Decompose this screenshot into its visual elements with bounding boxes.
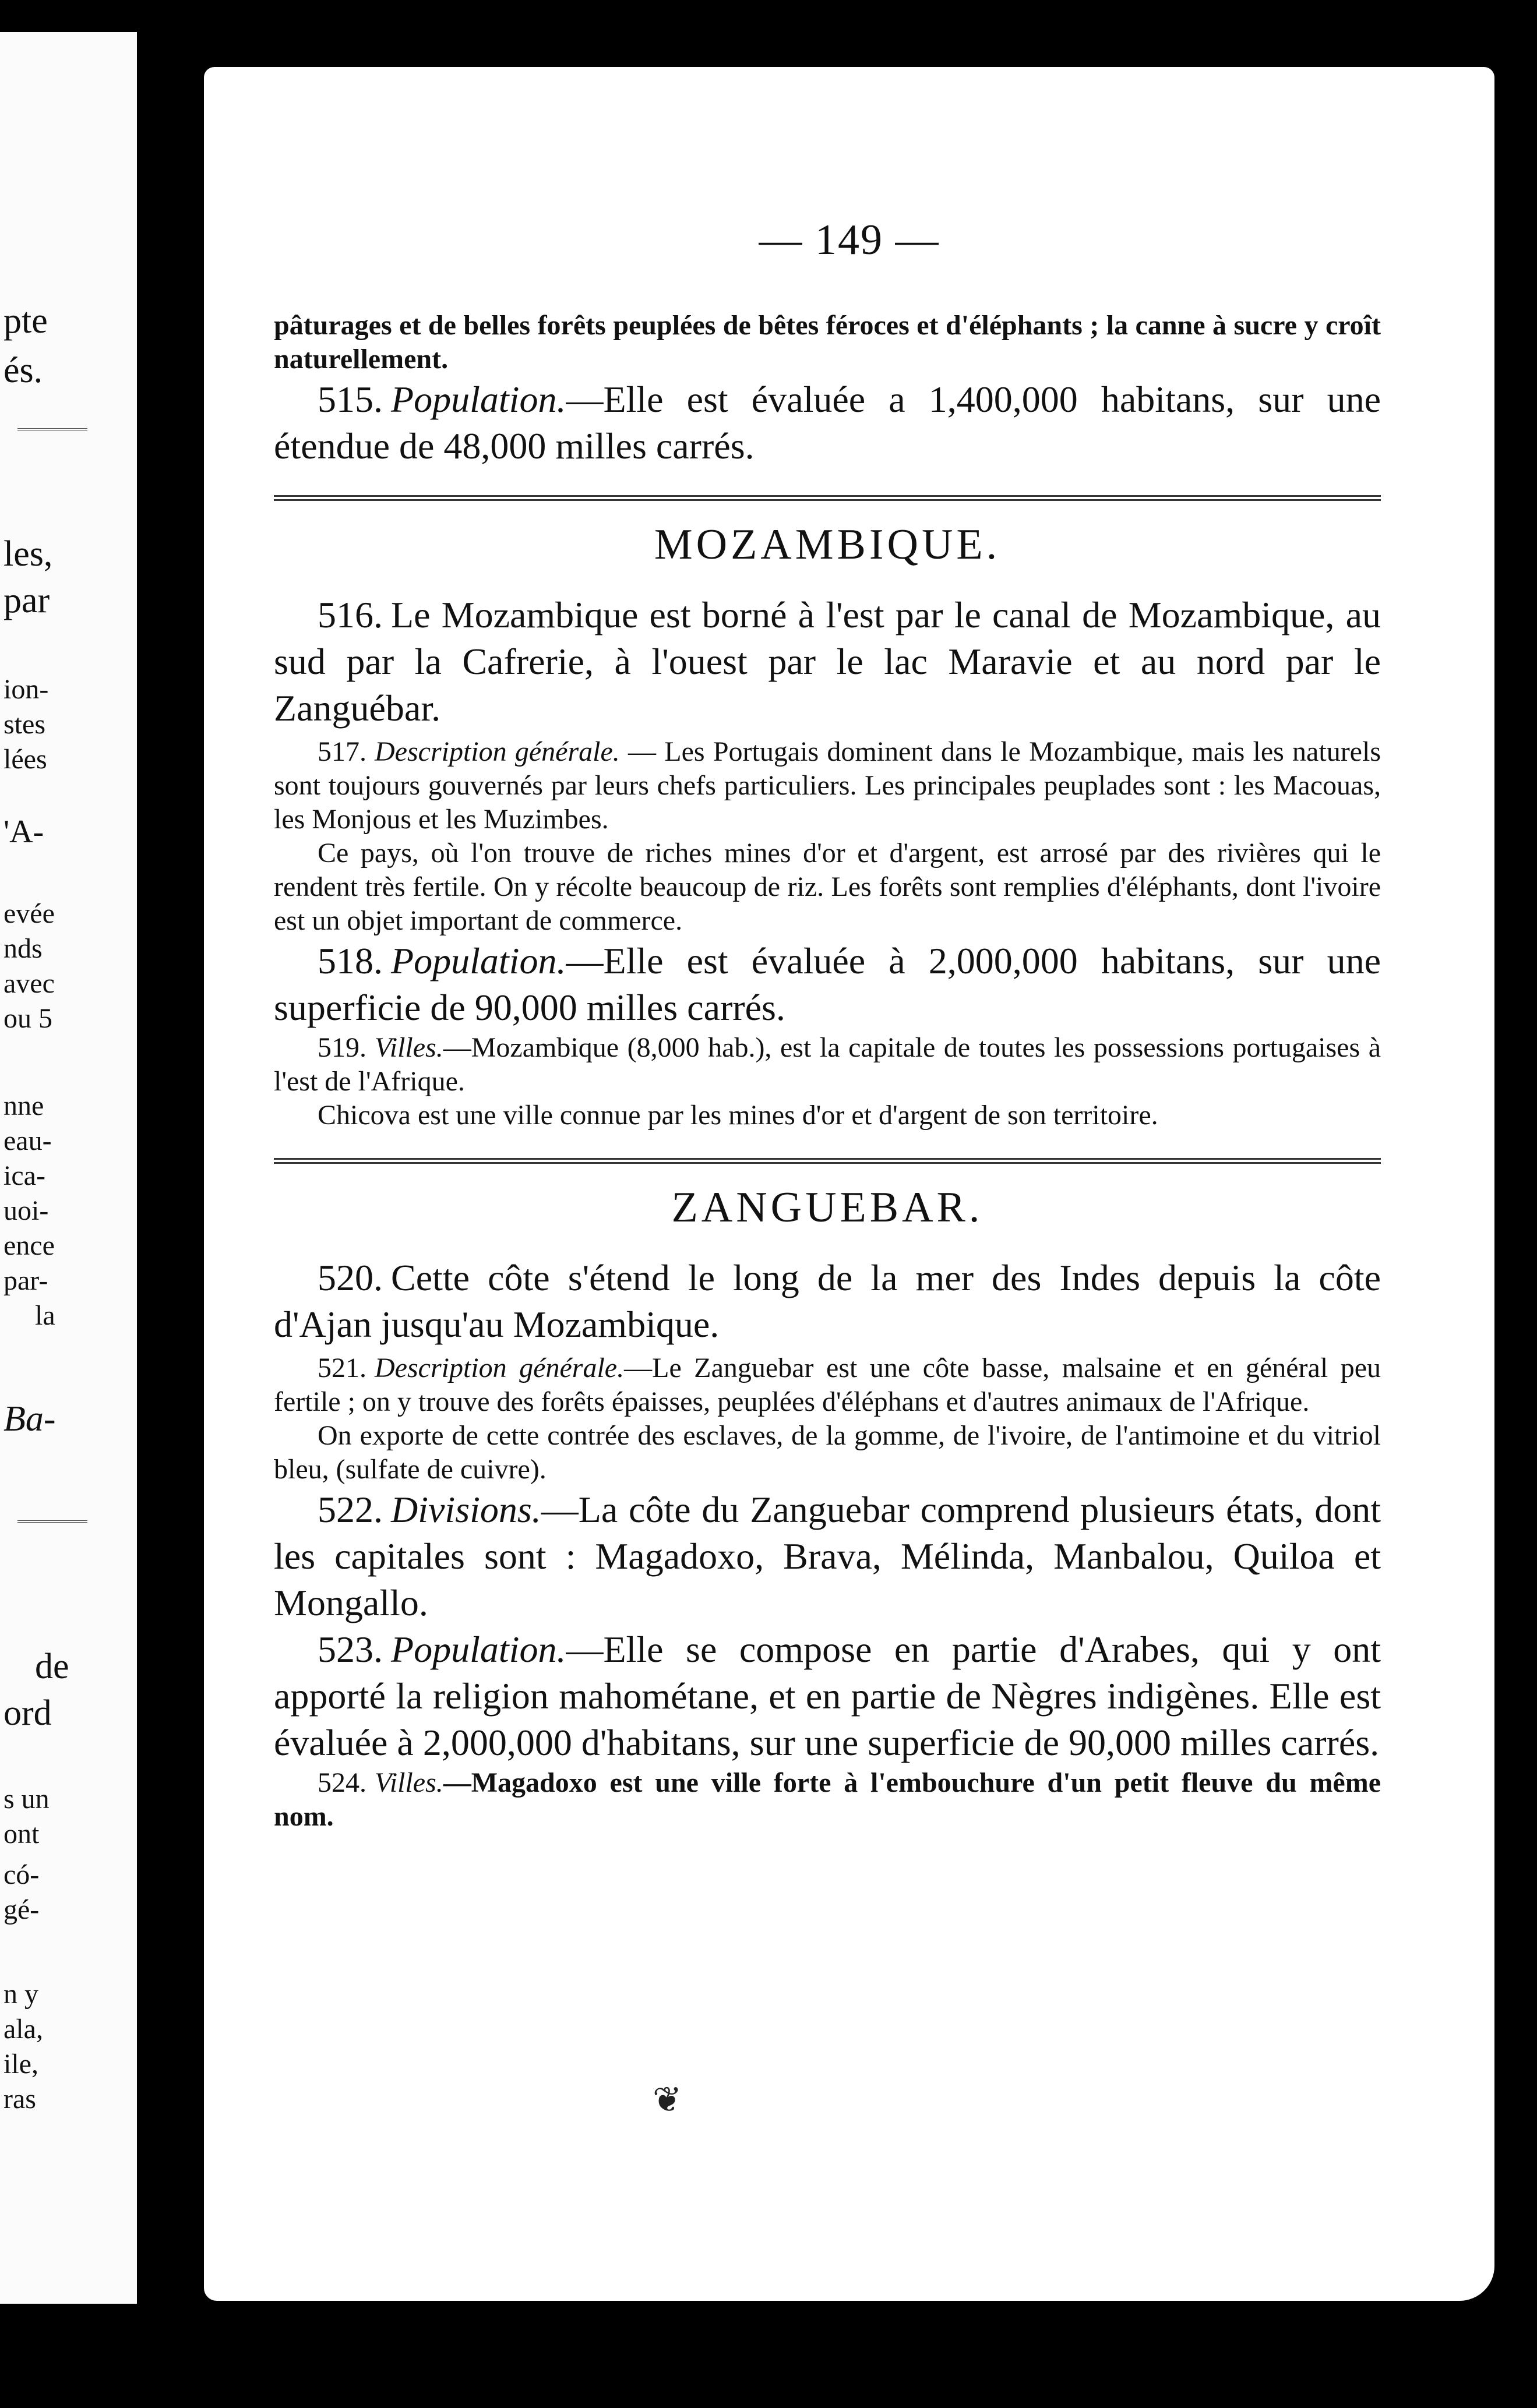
left-fragment: ord	[3, 1693, 52, 1733]
left-fragment: pte	[3, 301, 48, 341]
paragraph-title: Divisions.	[391, 1489, 541, 1530]
paragraph-516	[274, 592, 1381, 732]
paragraph-517-continued	[274, 836, 1381, 938]
left-fragment: nds	[3, 933, 43, 964]
left-fragment: s un	[3, 1784, 50, 1814]
left-rule	[17, 428, 87, 430]
paragraph-number: 522.	[318, 1489, 383, 1530]
left-fragment: có-	[3, 1859, 40, 1890]
paragraph-text: Chicova est une ville connue par les mines d'or et d'argent de son territoire.	[318, 1100, 1158, 1131]
paragraph-522	[274, 1487, 1381, 1626]
section-divider	[274, 495, 1381, 501]
paragraph-text: —Mozambique (8,000 hab.), est la capitale de toutes les possessions portugaises à l'est de l'Afrique.	[274, 1032, 1381, 1097]
paragraph-text: — Les Portugais dominent dans le Mozambique, mais les naturels sont toujours gouvernés par leurs chefs particuliers. Les principales peuplades sont : les Macouas, les Monjous et les Muzimbes.	[274, 736, 1381, 835]
left-fragment: ica-	[3, 1160, 45, 1191]
left-fragment: eau-	[3, 1125, 52, 1156]
paragraph-number: 518.	[318, 940, 383, 981]
paragraph-523	[274, 1626, 1381, 1766]
left-fragment: stes	[3, 709, 45, 740]
intro-paragraph	[274, 309, 1381, 376]
paragraph-518	[274, 938, 1381, 1031]
left-fragment: uoi-	[3, 1195, 49, 1226]
book-gutter	[137, 23, 207, 2330]
left-fragment: ont	[3, 1819, 40, 1849]
paragraph-number: 516.	[318, 594, 383, 635]
left-rule	[17, 1520, 87, 1523]
left-fragment: ras	[3, 2084, 36, 2114]
page-number: — 149 —	[759, 216, 940, 264]
left-fragment: ala,	[3, 2014, 43, 2045]
paragraph-519-continued	[274, 1099, 1381, 1132]
paragraph-text: On exporte de cette contrée des esclaves, de la gomme, de l'ivoire, de l'antimoine et du vitriol bleu, (sulfate de cuivre).	[274, 1420, 1381, 1485]
paragraph-text: Le Mozambique est borné à l'est par le canal de Mozambique, au sud par la Cafrerie, à l'ouest par le lac Maravie et au nord par le Zanguébar.	[274, 594, 1381, 729]
intro-text: pâturages et de belles forêts peuplées de bêtes féroces et d'éléphants ; la canne à sucre y croît naturellement.	[274, 310, 1381, 375]
left-fragment: gé-	[3, 1894, 40, 1925]
left-page-margin	[0, 32, 137, 2304]
section-heading-mozambique: MOZAMBIQUE.	[654, 521, 1001, 569]
left-fragment: Ba-	[3, 1399, 56, 1439]
paragraph-number: 517.	[318, 736, 366, 767]
paragraph-number: 519.	[318, 1032, 366, 1063]
paragraph-520	[274, 1255, 1381, 1348]
paragraph-text: —Le Zanguebar est une côte basse, malsaine et en général peu fertile ; on y trouve des forêts épaisses, peuplées d'éléphans et d'autres animaux de l'Afrique.	[274, 1353, 1381, 1417]
paragraph-title: Description générale.	[375, 1353, 625, 1383]
left-fragment: par	[3, 581, 50, 620]
paragraph-number: 520.	[318, 1257, 383, 1298]
paragraph-number: 523.	[318, 1629, 383, 1670]
left-fragment: ion-	[3, 674, 49, 705]
left-fragment: avec	[3, 968, 55, 999]
paragraph-number: 521.	[318, 1353, 366, 1383]
paragraph-title: Population.	[391, 1629, 566, 1670]
paragraph-text: —La côte du Zanguebar comprend plusieurs états, dont les capitales sont : Magadoxo, Brava, Mélinda, Manbalou, Quiloa et Mongallo.	[274, 1489, 1381, 1623]
paragraph-text: Ce pays, où l'on trouve de riches mines d'or et d'argent, est arrosé par des rivières qui le rendent très fertile. On y récolte beaucoup de riz. Les forêts sont remplies d'éléphants, dont l'ivoire est un objet important de commerce.	[274, 838, 1381, 936]
left-fragment: nne	[3, 1090, 44, 1121]
paragraph-521	[274, 1351, 1381, 1419]
paragraph-text: —Magadoxo est une ville forte à l'embouchure d'un petit fleuve du même nom.	[274, 1767, 1381, 1832]
left-fragment: par-	[3, 1265, 48, 1296]
paragraph-number: 524.	[318, 1767, 366, 1798]
book-page	[204, 67, 1494, 2301]
paragraph-text: —Elle se compose en partie d'Arabes, qui y ont apporté la religion mahométane, et en partie de Nègres indigènes. Elle est évaluée à 2,000,000 d'habitans, sur une superficie de 90,000 milles carrés.	[274, 1629, 1381, 1763]
left-fragment: 'A-	[3, 814, 44, 850]
left-fragment: ence	[3, 1230, 55, 1261]
paragraph-title: Population.	[391, 940, 566, 981]
left-fragment: de	[35, 1647, 69, 1686]
paragraph-title: Description générale.	[375, 736, 620, 767]
section-heading-zanguebar: ZANGUEBAR.	[671, 1184, 983, 1231]
paragraph-text: —Elle est évaluée a 1,400,000 habitans, sur une étendue de 48,000 milles carrés.	[274, 379, 1381, 467]
section-divider	[274, 1158, 1381, 1164]
left-fragment: evée	[3, 898, 55, 929]
left-fragment: lées	[3, 744, 47, 775]
left-fragment: les,	[3, 534, 53, 574]
fleuron-icon: ❦	[653, 2081, 682, 2119]
left-fragment: ou 5	[3, 1003, 52, 1034]
paragraph-515	[274, 376, 1381, 469]
paragraph-517	[274, 735, 1381, 836]
left-fragment: n y	[3, 1979, 38, 2010]
paragraph-title: Villes.	[375, 1032, 443, 1063]
left-fragment: és.	[3, 351, 43, 390]
paragraph-text: Cette côte s'étend le long de la mer des Indes depuis la côte d'Ajan jusqu'au Mozambique.	[274, 1257, 1381, 1345]
left-fragment: ile,	[3, 2049, 38, 2079]
paragraph-524	[274, 1766, 1381, 1834]
paragraph-title: Villes.	[375, 1767, 443, 1798]
left-fragment: la	[35, 1300, 55, 1331]
paragraph-number: 515.	[318, 379, 383, 420]
paragraph-519	[274, 1031, 1381, 1099]
page-content	[274, 309, 1381, 1834]
paragraph-text: —Elle est évaluée à 2,000,000 habitans, sur une superficie de 90,000 milles carrés.	[274, 940, 1381, 1028]
paragraph-title: Population.	[391, 379, 566, 420]
paragraph-521-continued	[274, 1419, 1381, 1487]
